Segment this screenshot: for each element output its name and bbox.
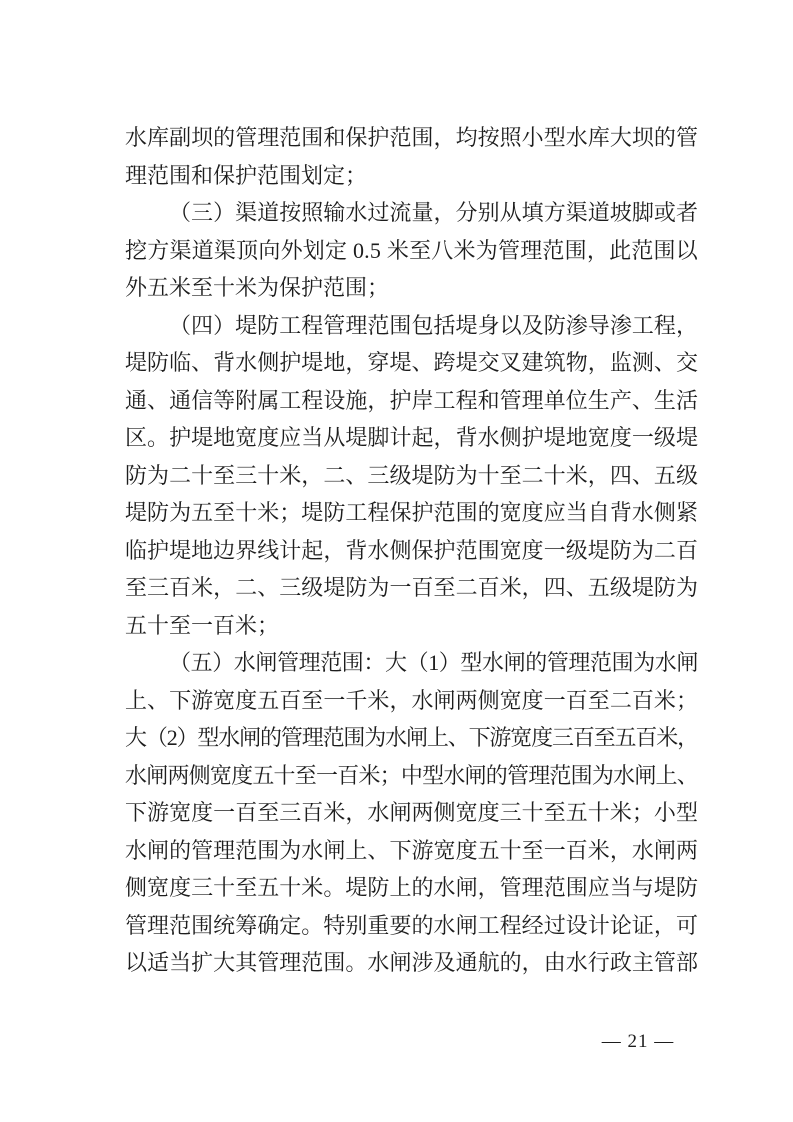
text-line [125, 419, 698, 457]
page-number: — 21 — [601, 1031, 675, 1052]
text-line [125, 832, 698, 870]
text-line-content: 外五米至十米为保护范围； [125, 275, 390, 300]
text-line [125, 232, 698, 270]
text-line-content: 侧宽度三十至五十米。堤防上的水闸，管理范围应当与堤防 [125, 875, 698, 900]
text-line [125, 157, 698, 195]
text-line [125, 719, 698, 757]
text-line-content: 管理范围统筹确定。特别重要的水闸工程经过设计论证，可 [125, 912, 698, 938]
text-line-content: 临护堤地边界线计起，背水侧保护范围宽度一级堤防为二百 [125, 537, 698, 563]
text-line [125, 869, 698, 907]
document-body [125, 119, 698, 982]
text-line-content: 区。护堤地宽度应当从堤脚计起，背水侧护堤地宽度一级堤 [125, 425, 698, 450]
text-line-content: 水闸两侧宽度五十至一百米；中型水闸的管理范围为水闸上、 [125, 762, 698, 788]
text-line-content: 至三百米，二、三级堤防为一百至二百米，四、五级堤防为 [125, 575, 698, 600]
text-line [125, 757, 698, 795]
text-line [125, 307, 698, 345]
text-line-content: （四）堤防工程管理范围包括堤身以及防渗导渗工程， [169, 312, 698, 338]
text-line [125, 119, 698, 157]
text-line-content: 防为二十至三十米，二、三级堤防为十至二十米，四、五级 [125, 462, 698, 488]
text-line-content: 堤防临、背水侧护堤地，穿堤、跨堤交叉建筑物，监测、交 [125, 350, 698, 375]
text-line [125, 944, 698, 982]
text-line-content: 挖方渠道渠顶向外划定 0.5 米至八米为管理范围，此范围以 [125, 237, 698, 263]
text-line [125, 194, 698, 232]
text-line-content: 堤防为五至十米；堤防工程保护范围的宽度应当自背水侧紧 [125, 500, 698, 525]
text-line [125, 532, 698, 570]
text-line-content: 上、下游宽度五百至一千米，水闸两侧宽度一百至二百米； [125, 687, 698, 713]
text-line [125, 494, 698, 532]
text-line-content: 水闸的管理范围为水闸上、下游宽度五十至一百米，水闸两 [125, 837, 698, 863]
text-line-content: 下游宽度一百至三百米，水闸两侧宽度三十至五十米；小型 [125, 800, 698, 825]
text-line-content: 通、通信等附属工程设施，护岸工程和管理单位生产、生活 [125, 387, 698, 413]
text-line [125, 607, 698, 645]
text-line [125, 457, 698, 495]
text-line [125, 569, 698, 607]
text-line [125, 382, 698, 420]
text-line-content: 水库副坝的管理范围和保护范围，均按照小型水库大坝的管 [125, 125, 698, 150]
text-line [125, 344, 698, 382]
text-line-content: （五）水闸管理范围：大（1）型水闸的管理范围为水闸 [169, 650, 698, 675]
text-line-content: 大（2）型水闸的管理范围为水闸上、下游宽度三百至五百米， [125, 725, 698, 750]
text-line-content: 理范围和保护范围划定； [125, 162, 368, 188]
text-line [125, 907, 698, 945]
text-line [125, 794, 698, 832]
text-line [125, 682, 698, 720]
text-line-content: 以适当扩大其管理范围。水闸涉及通航的，由水行政主管部 [125, 950, 698, 975]
text-line [125, 269, 698, 307]
text-line-content: （三）渠道按照输水过流量，分别从填方渠道坡脚或者 [169, 200, 698, 225]
text-line [125, 644, 698, 682]
text-line-content: 五十至一百米； [125, 612, 280, 638]
